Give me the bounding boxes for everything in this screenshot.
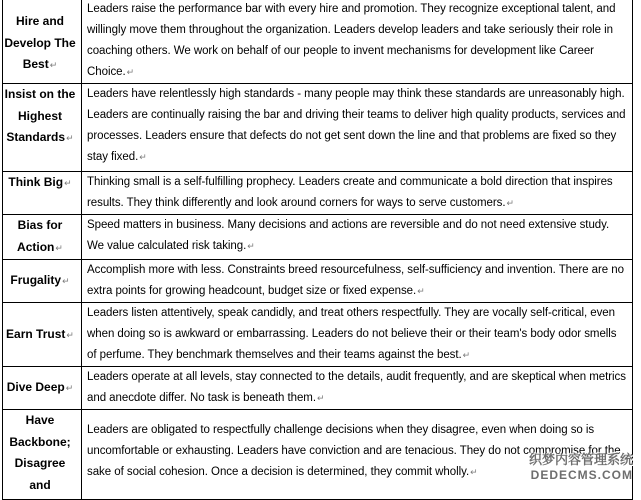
table-row [3,84,633,172]
principle-name: Dive Deep [6,380,65,394]
table-row [3,0,633,84]
return-mark-icon: ↵ [64,178,72,188]
table-row [3,260,633,303]
principle-name: Frugality [10,273,62,287]
return-mark-icon: ↵ [316,393,325,403]
principle-description: Thinking small is a self-fulfilling prophecy. Leaders create and communicate a bold direction that inspires results. They think differently and look around corners for ways to serve customers. [87,176,613,209]
principle-name: Hire and Develop The Best [4,14,76,71]
principle-description: Leaders listen attentively, speak candidly, and treat others respectfully. They are vocally self-critical, even when doing so is awkward or embarrassing. Leaders do not believe their or their team's body odor smells of perfume. They benchmark themselves and their teams against the best. [87,307,617,361]
principle-name: Earn Trust [6,327,66,341]
principle-name: Bias for Action [17,218,63,254]
watermark-title: 织梦内容管理系统 [528,453,633,468]
principle-description-cell [82,172,633,215]
principle-name-cell [3,0,82,84]
return-mark-icon: ↵ [126,67,135,77]
table-row [3,215,633,260]
table-row [3,303,633,367]
principle-description: Leaders raise the performance bar with every hire and promotion. They recognize exceptional talent, and willingly move them throughout the organization. Leaders develop leaders and take seriously their role in coaching others. We work on behalf of our people to invent mechanisms for development like Career Choice. [87,3,616,78]
principle-description: Leaders have relentlessly high standards - many people may think these standards are unreasonably high. Leaders are continually raising the bar and driving their teams to deliver high quality products, services and processes. Leaders ensure that defects do not get sent down the line and that problems are fixed so they stay fixed. [87,88,626,163]
principle-description: Leaders operate at all levels, stay connected to the details, audit frequently, and are skeptical when metrics and anecdote differ. No task is beneath them. [87,371,626,404]
principle-name: Insist on the Highest Standards [4,87,76,144]
principle-description-cell [82,367,633,410]
principle-name-cell [3,303,82,367]
principle-description-cell [82,260,633,303]
principle-name-cell [3,84,82,172]
principle-name-cell [3,260,82,303]
leadership-principles-table [2,0,633,500]
return-mark-icon: ↵ [66,133,74,143]
principle-name-cell [3,367,82,410]
table-row [3,367,633,410]
principle-name-cell [3,410,82,500]
return-mark-icon: ↵ [506,198,515,208]
principle-description-cell [82,0,633,84]
table-row [3,172,633,215]
watermark-domain: DEDECMS.COM [530,468,633,482]
return-mark-icon: ↵ [470,467,478,477]
principle-name-cell [3,172,82,215]
principle-description-cell [82,303,633,367]
principle-description-cell [82,84,633,172]
principle-description-cell [82,215,633,260]
return-mark-icon: ↵ [55,242,63,253]
principle-name: Think Big [8,175,64,189]
site-watermark [503,454,633,482]
principle-name-cell [3,215,82,260]
return-mark-icon: ↵ [417,286,425,296]
return-mark-icon: ↵ [62,276,70,286]
return-mark-icon: ↵ [139,152,147,162]
principle-description: Accomplish more with less. Constraints breed resourcefulness, self-sufficiency and invention. There are no extra points for growing headcount, budget size or fixed expense. [87,264,624,297]
principle-description: Speed matters in business. Many decisions and actions are reversible and do not need extensive study. We value calculated risk taking. [87,219,610,252]
return-mark-icon: ↵ [66,330,74,340]
return-mark-icon: ↵ [49,60,58,70]
return-mark-icon: ↵ [247,241,255,251]
principle-name: Have Backbone; Disagree and [9,413,71,492]
principle-description: Leaders are obligated to respectfully challenge decisions when they disagree, even when doing so is uncomfortable or exhausting. Leaders have conviction and are tenacious. They do not compromise for the sake of social cohesion. Once a decision is determined, they commit wholly. [87,424,621,478]
return-mark-icon: ↵ [462,350,471,360]
return-mark-icon: ↵ [65,383,74,393]
